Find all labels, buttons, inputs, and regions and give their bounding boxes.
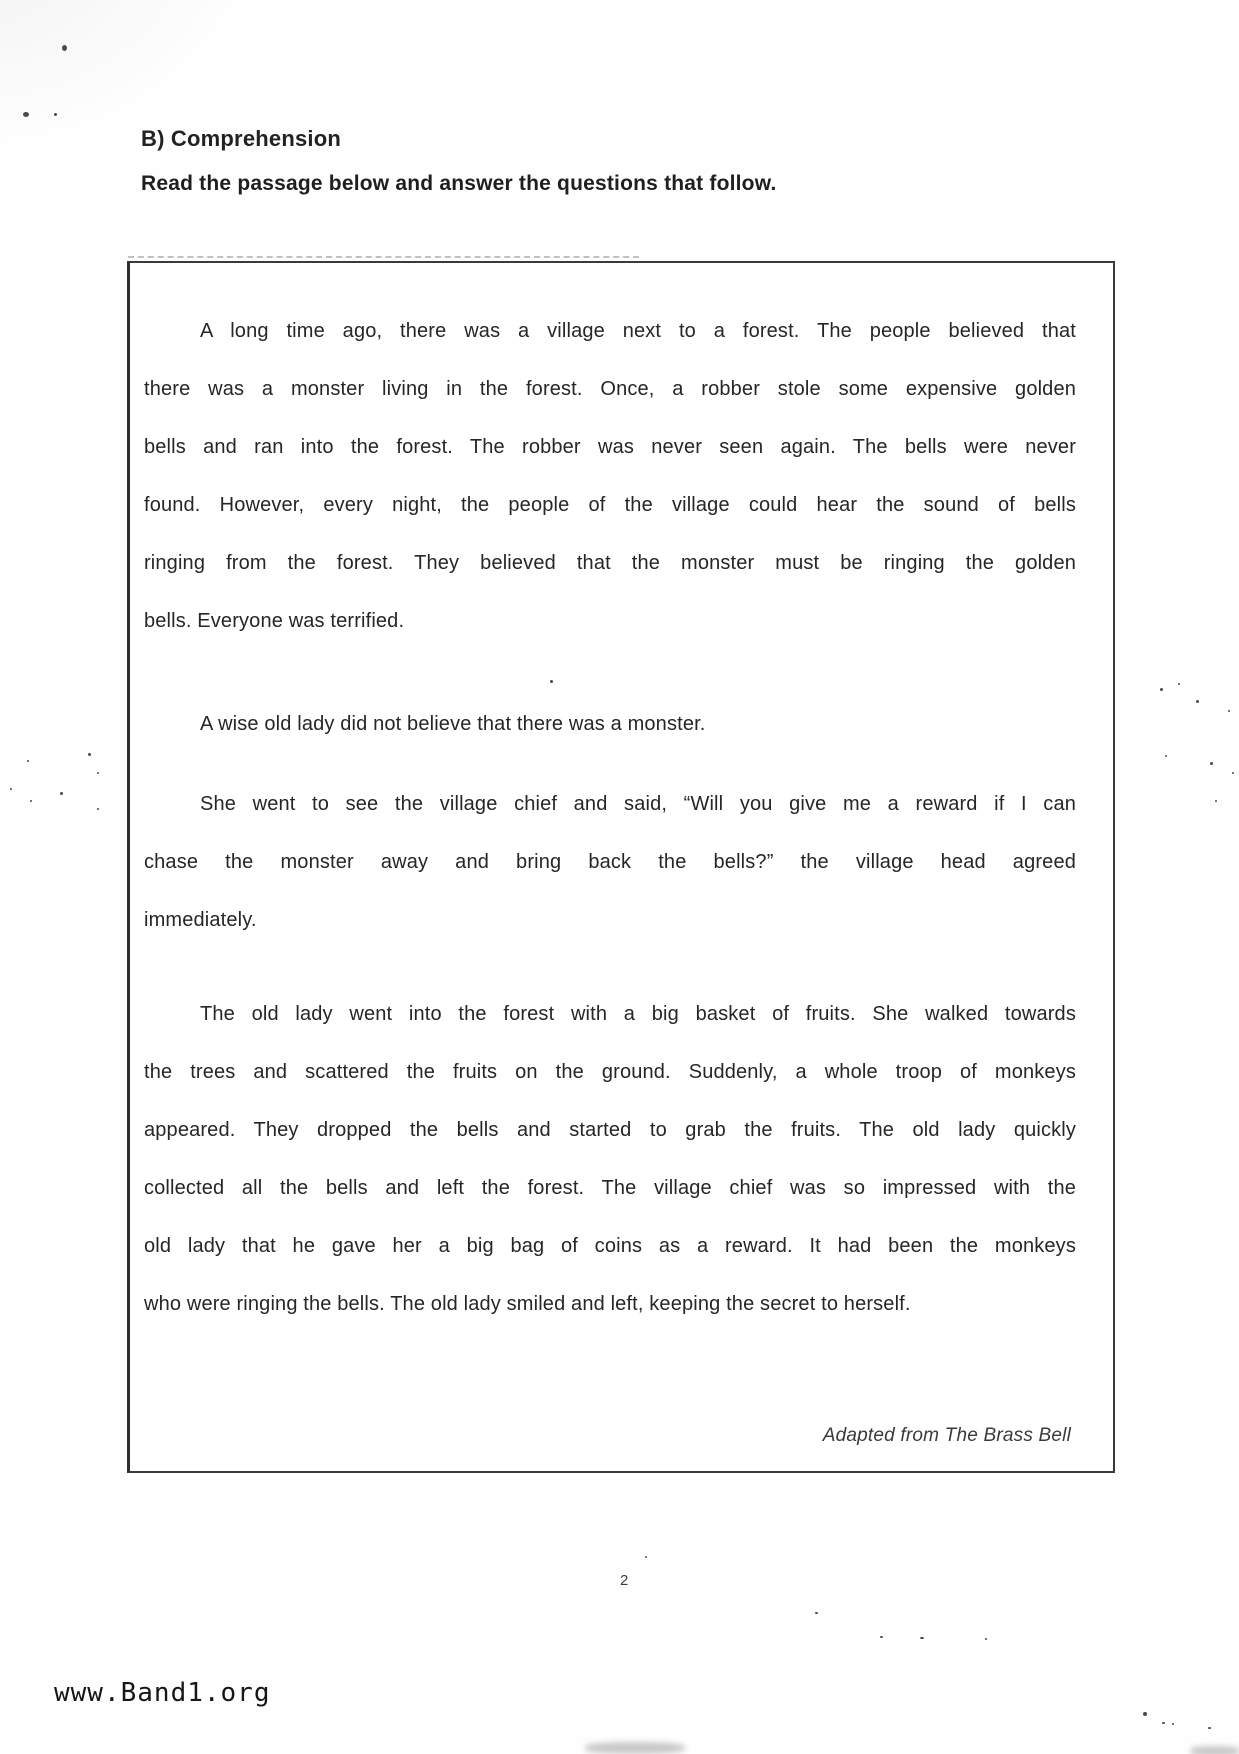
- passage-text: [144, 302, 1076, 1333]
- passage-line: there was a monster living in the forest. Once, a robber stole some expensive golden: [144, 378, 1076, 400]
- scan-speck: [1208, 1727, 1211, 1729]
- passage-line: bells and ran into the forest. The robber was never seen again. The bells were never: [144, 436, 1076, 458]
- watermark-url: www.Band1.org: [54, 1678, 271, 1708]
- scan-speck: [1178, 683, 1180, 685]
- passage-line: A long time ago, there was a village next to a forest. The people believed that: [200, 320, 1076, 342]
- scan-speck: [815, 1612, 818, 1614]
- scan-speck: [23, 112, 29, 117]
- instruction-text: Read the passage below and answer the questions that follow.: [141, 172, 777, 195]
- passage-line: She went to see the village chief and said, “Will you give me a reward if I can: [200, 793, 1076, 815]
- scan-speck: [550, 680, 553, 683]
- passage-line: found. However, every night, the people of the village could hear the sound of bells: [144, 494, 1076, 516]
- scan-speck: [1162, 1722, 1165, 1724]
- scan-speck: [1165, 755, 1167, 757]
- passage-line: The old lady went into the forest with a big basket of fruits. She walked towards: [200, 1003, 1076, 1025]
- passage-paragraph: [144, 302, 1076, 650]
- scan-speck: [60, 792, 63, 795]
- passage-line: who were ringing the bells. The old lady smiled and left, keeping the secret to herself.: [144, 1293, 911, 1315]
- passage-line: collected all the bells and left the forest. The village chief was so impressed with the: [144, 1177, 1076, 1199]
- passage-paragraph: [144, 985, 1076, 1333]
- passage-box: [127, 261, 1115, 1473]
- scan-speck: [54, 113, 57, 116]
- passage-line: bells. Everyone was terrified.: [144, 610, 405, 632]
- passage-line: immediately.: [144, 909, 257, 931]
- scan-speck: [1232, 772, 1234, 774]
- passage-paragraph: [144, 775, 1076, 949]
- passage-line: ringing from the forest. They believed that the monster must be ringing the golden: [144, 552, 1076, 574]
- page-number: 2: [620, 1572, 629, 1589]
- section-heading: B) Comprehension: [141, 126, 341, 151]
- passage-line: A wise old lady did not believe that there was a monster.: [200, 713, 706, 735]
- scan-speck: [645, 1556, 647, 1558]
- passage-attribution: Adapted from The Brass Bell: [822, 1425, 1071, 1446]
- scan-speck: [62, 45, 67, 51]
- passage-line: the trees and scattered the fruits on the ground. Suddenly, a whole troop of monkeys: [144, 1061, 1076, 1083]
- scan-speck: [920, 1637, 924, 1639]
- scan-speck: [1196, 700, 1199, 703]
- scan-speck: [1215, 800, 1217, 802]
- scan-speck: [1160, 688, 1163, 691]
- scan-speck: [27, 760, 29, 762]
- scan-speck: [88, 753, 91, 756]
- scan-speck: [1172, 1723, 1174, 1725]
- passage-line: old lady that he gave her a big bag of coins as a reward. It had been the monkeys: [144, 1235, 1076, 1257]
- scan-speck: [10, 788, 12, 790]
- scan-smudge: [585, 1742, 685, 1754]
- scan-speck: [880, 1636, 883, 1638]
- scan-speck: [1228, 710, 1230, 712]
- scan-speck: [30, 800, 32, 802]
- passage-line: appeared. They dropped the bells and started to grab the fruits. The old lady quickly: [144, 1119, 1076, 1141]
- scan-speck: [97, 772, 99, 774]
- scan-speck: [1143, 1712, 1147, 1716]
- passage-line: chase the monster away and bring back the bells?” the village head agreed: [144, 851, 1076, 873]
- scan-speck: [97, 808, 99, 810]
- scan-smudge: [1190, 1746, 1239, 1754]
- scan-speck: [1210, 762, 1213, 765]
- scan-speck: [985, 1638, 987, 1640]
- passage-paragraph: [144, 695, 1076, 753]
